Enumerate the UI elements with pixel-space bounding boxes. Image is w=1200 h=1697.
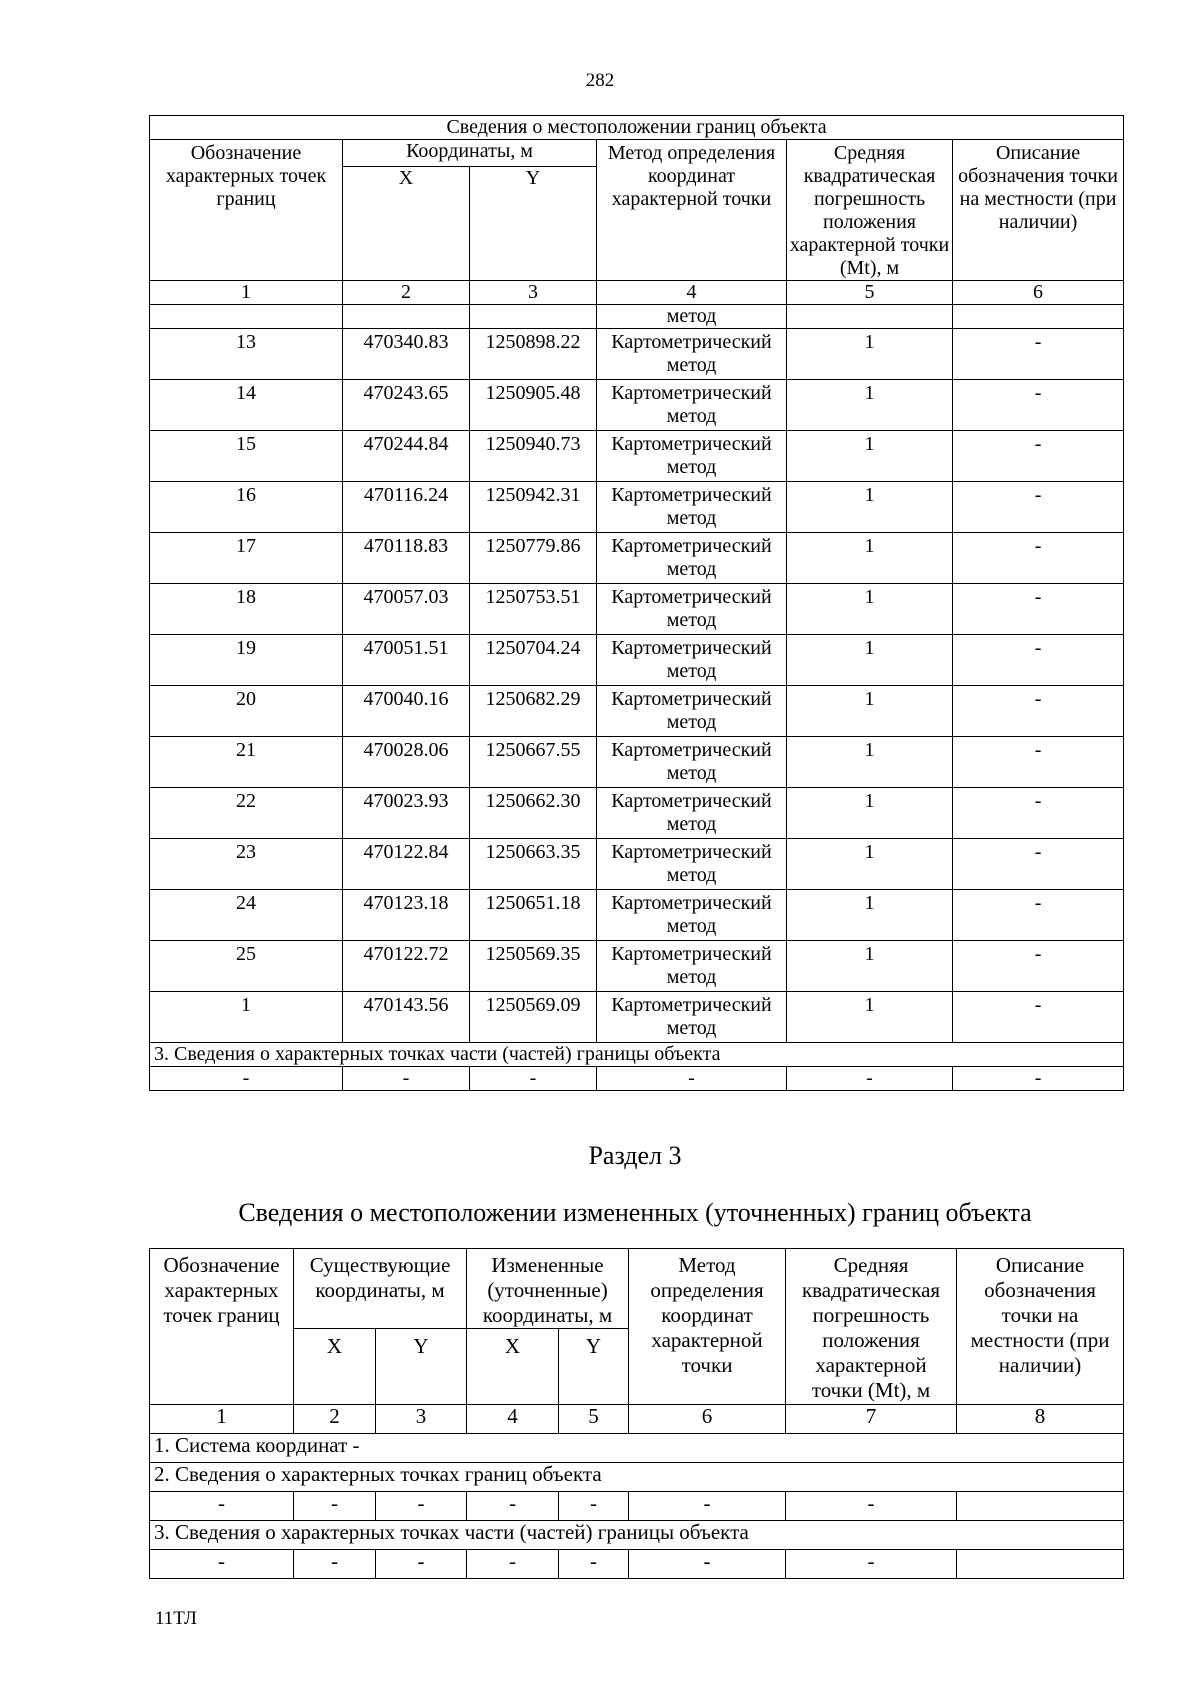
x-cell: 470340.83 xyxy=(343,329,470,380)
method-line: метод xyxy=(666,354,717,376)
boundary-cell xyxy=(957,1492,1124,1521)
y-cell: 1250704.24 xyxy=(470,635,597,686)
method-cell xyxy=(597,686,787,737)
method-cell xyxy=(597,788,787,839)
method-line: метод xyxy=(666,609,717,631)
col-number: 3 xyxy=(376,1405,467,1434)
header-method: Метод определения координат характерной точки xyxy=(629,1249,786,1405)
x-cell: 470116.24 xyxy=(343,482,470,533)
parts-cell: - xyxy=(150,1067,343,1091)
point-cell: 17 xyxy=(150,533,343,584)
method-line: метод xyxy=(666,660,717,682)
table-row xyxy=(150,431,1124,482)
table-row xyxy=(150,533,1124,584)
header-changed-x: X xyxy=(467,1329,559,1405)
boundary-heading-row xyxy=(150,1463,1124,1492)
description-cell: - xyxy=(953,992,1124,1043)
y-cell: 1250940.73 xyxy=(470,431,597,482)
parts-cell: - xyxy=(559,1550,629,1579)
y-cell: 1250663.35 xyxy=(470,839,597,890)
header-point-designation: Обозначение характерных точек границ xyxy=(150,1249,294,1405)
col-number: 7 xyxy=(786,1405,957,1434)
table-row xyxy=(150,380,1124,431)
header-mean-error: Средняя квадратическая погрешность положения характерной точки (Mt), м xyxy=(786,1249,957,1405)
col-number: 2 xyxy=(294,1405,376,1434)
description-cell: - xyxy=(953,482,1124,533)
y-cell: 1250651.18 xyxy=(470,890,597,941)
mt-cell: 1 xyxy=(787,431,953,482)
boundary-cell: - xyxy=(294,1492,376,1521)
x-cell: 470122.72 xyxy=(343,941,470,992)
point-cell: 24 xyxy=(150,890,343,941)
method-line: метод xyxy=(666,507,717,529)
col-number: 2 xyxy=(343,281,470,305)
method-line: Картометрический xyxy=(611,739,772,761)
y-cell: 1250682.29 xyxy=(470,686,597,737)
point-cell: 1 xyxy=(150,992,343,1043)
table-row xyxy=(150,329,1124,380)
x-cell: 470028.06 xyxy=(343,737,470,788)
boundary-cell: - xyxy=(150,1492,294,1521)
col-number: 5 xyxy=(559,1405,629,1434)
changed-boundary-table xyxy=(149,1248,1124,1579)
table-title: Сведения о местоположении границ объекта xyxy=(150,116,1124,140)
header-existing-coordinates: Существующие координаты, м xyxy=(294,1249,467,1329)
col-number: 6 xyxy=(629,1405,786,1434)
method-line: метод xyxy=(666,456,717,478)
parts-cell: - xyxy=(376,1550,467,1579)
method-line: метод xyxy=(666,864,717,886)
x-cell: 470118.83 xyxy=(343,533,470,584)
method-line: метод xyxy=(666,558,717,580)
y-cell: 1250667.55 xyxy=(470,737,597,788)
col-number: 8 xyxy=(957,1405,1124,1434)
method-cell xyxy=(597,533,787,584)
section-subtitle: Сведения о местоположении измененных (уточненных) границ объекта xyxy=(238,1198,1032,1227)
x-cell: 470244.84 xyxy=(343,431,470,482)
continuation-method: метод xyxy=(597,305,787,329)
method-cell xyxy=(597,890,787,941)
header-changed-coordinates: Измененные (уточненные) координаты, м xyxy=(467,1249,629,1329)
table-row xyxy=(150,839,1124,890)
x-cell: 470057.03 xyxy=(343,584,470,635)
method-line: метод xyxy=(666,405,717,427)
section-title: Раздел 3 xyxy=(588,1141,682,1170)
method-line: Картометрический xyxy=(611,637,772,659)
column-numbers-row xyxy=(150,1405,1124,1434)
mt-cell: 1 xyxy=(787,329,953,380)
col-number: 3 xyxy=(470,281,597,305)
mt-cell: 1 xyxy=(787,737,953,788)
method-cell xyxy=(597,482,787,533)
method-line: метод xyxy=(666,1017,717,1039)
x-cell: 470040.16 xyxy=(343,686,470,737)
method-line: Картометрический xyxy=(611,688,772,710)
table-title-row xyxy=(150,116,1124,140)
x-cell: 470122.84 xyxy=(343,839,470,890)
method-line: Картометрический xyxy=(611,943,772,965)
mt-cell: 1 xyxy=(787,941,953,992)
col-number: 5 xyxy=(787,281,953,305)
parts-heading-row xyxy=(150,1521,1124,1550)
method-line: Картометрический xyxy=(611,994,772,1016)
table-row xyxy=(150,482,1124,533)
col-number: 1 xyxy=(150,1405,294,1434)
description-cell: - xyxy=(953,431,1124,482)
description-cell: - xyxy=(953,839,1124,890)
table-row xyxy=(150,584,1124,635)
boundary-cell: - xyxy=(376,1492,467,1521)
parts-cell: - xyxy=(629,1550,786,1579)
method-line: метод xyxy=(666,762,717,784)
parts-cell: - xyxy=(787,1067,953,1091)
method-line: Картометрический xyxy=(611,841,772,863)
point-cell: 13 xyxy=(150,329,343,380)
parts-cell: - xyxy=(470,1067,597,1091)
boundary-cell: - xyxy=(467,1492,559,1521)
header-row xyxy=(150,1249,1124,1329)
header-existing-x: X xyxy=(294,1329,376,1405)
description-cell: - xyxy=(953,329,1124,380)
point-cell: 25 xyxy=(150,941,343,992)
y-cell: 1250898.22 xyxy=(470,329,597,380)
table-row xyxy=(150,992,1124,1043)
header-existing-y: Y xyxy=(376,1329,467,1405)
header-x: X xyxy=(343,167,470,281)
header-changed-y: Y xyxy=(559,1329,629,1405)
parts-heading-row xyxy=(150,1043,1124,1067)
mt-cell: 1 xyxy=(787,380,953,431)
parts-cell: - xyxy=(150,1550,294,1579)
col-number: 6 xyxy=(953,281,1124,305)
header-description: Описание обозначения точки на местности (при наличии) xyxy=(957,1249,1124,1405)
method-line: Картометрический xyxy=(611,535,772,557)
parts-cell xyxy=(957,1550,1124,1579)
x-cell: 470023.93 xyxy=(343,788,470,839)
y-cell: 1250753.51 xyxy=(470,584,597,635)
method-cell xyxy=(597,584,787,635)
description-cell: - xyxy=(953,788,1124,839)
point-cell: 14 xyxy=(150,380,343,431)
method-line: Картометрический xyxy=(611,790,772,812)
parts-cell: - xyxy=(294,1550,376,1579)
col-number: 1 xyxy=(150,281,343,305)
mt-cell: 1 xyxy=(787,584,953,635)
mt-cell: 1 xyxy=(787,482,953,533)
continuation-row xyxy=(150,305,1124,329)
point-cell: 21 xyxy=(150,737,343,788)
mt-cell: 1 xyxy=(787,992,953,1043)
boundary-cell: - xyxy=(629,1492,786,1521)
header-point-designation: Обозначение характерных точек границ xyxy=(150,140,343,281)
table-row xyxy=(150,635,1124,686)
description-cell: - xyxy=(953,380,1124,431)
table-row xyxy=(150,737,1124,788)
coordinate-system: 1. Система координат - xyxy=(150,1434,1124,1463)
boundary-table xyxy=(149,115,1124,1091)
x-cell: 470243.65 xyxy=(343,380,470,431)
method-line: метод xyxy=(666,915,717,937)
header-y: Y xyxy=(470,167,597,281)
page-number: 282 xyxy=(585,70,615,91)
description-cell: - xyxy=(953,890,1124,941)
header-description: Описание обозначения точки на местности (при наличии) xyxy=(953,140,1124,281)
table-row xyxy=(150,941,1124,992)
mt-cell: 1 xyxy=(787,686,953,737)
point-cell: 15 xyxy=(150,431,343,482)
description-cell: - xyxy=(953,533,1124,584)
description-cell: - xyxy=(953,737,1124,788)
description-cell: - xyxy=(953,584,1124,635)
point-cell: 20 xyxy=(150,686,343,737)
table-body xyxy=(150,329,1124,1043)
method-cell xyxy=(597,941,787,992)
point-cell: 22 xyxy=(150,788,343,839)
y-cell: 1250569.09 xyxy=(470,992,597,1043)
method-cell xyxy=(597,329,787,380)
y-cell: 1250662.30 xyxy=(470,788,597,839)
column-numbers-row xyxy=(150,281,1124,305)
boundary-cell: - xyxy=(786,1492,957,1521)
method-cell xyxy=(597,992,787,1043)
header-row xyxy=(150,140,1124,167)
empty-cell xyxy=(150,305,343,329)
method-line: Картометрический xyxy=(611,433,772,455)
empty-cell xyxy=(470,305,597,329)
mt-cell: 1 xyxy=(787,839,953,890)
method-line: Картометрический xyxy=(611,331,772,353)
boundary-row xyxy=(150,1492,1124,1521)
description-cell: - xyxy=(953,941,1124,992)
col-number: 4 xyxy=(597,281,787,305)
method-line: метод xyxy=(666,711,717,733)
boundary-heading: 2. Сведения о характерных точках границ объекта xyxy=(150,1463,1124,1492)
header-coordinates: Координаты, м xyxy=(343,140,597,167)
table-row xyxy=(150,686,1124,737)
mt-cell: 1 xyxy=(787,890,953,941)
x-cell: 470143.56 xyxy=(343,992,470,1043)
y-cell: 1250942.31 xyxy=(470,482,597,533)
method-cell xyxy=(597,431,787,482)
point-cell: 18 xyxy=(150,584,343,635)
table-row xyxy=(150,890,1124,941)
method-cell xyxy=(597,839,787,890)
y-cell: 1250905.48 xyxy=(470,380,597,431)
y-cell: 1250779.86 xyxy=(470,533,597,584)
parts-heading: 3. Сведения о характерных точках части (частей) границы объекта xyxy=(150,1043,1124,1067)
footer-code: 11ТЛ xyxy=(155,1608,197,1629)
method-line: метод xyxy=(666,966,717,988)
boundary-cell: - xyxy=(559,1492,629,1521)
parts-cell: - xyxy=(597,1067,787,1091)
point-cell: 23 xyxy=(150,839,343,890)
parts-cell: - xyxy=(467,1550,559,1579)
method-line: Картометрический xyxy=(611,586,772,608)
header-method: Метод определения координат характерной точки xyxy=(597,140,787,281)
empty-cell xyxy=(787,305,953,329)
empty-cell xyxy=(343,305,470,329)
parts-cell: - xyxy=(786,1550,957,1579)
point-cell: 19 xyxy=(150,635,343,686)
parts-heading: 3. Сведения о характерных точках части (частей) границы объекта xyxy=(150,1521,1124,1550)
parts-cell: - xyxy=(953,1067,1124,1091)
parts-row xyxy=(150,1067,1124,1091)
mt-cell: 1 xyxy=(787,788,953,839)
y-cell: 1250569.35 xyxy=(470,941,597,992)
coordinate-system-row xyxy=(150,1434,1124,1463)
table-row xyxy=(150,788,1124,839)
mt-cell: 1 xyxy=(787,635,953,686)
point-cell: 16 xyxy=(150,482,343,533)
method-line: Картометрический xyxy=(611,484,772,506)
method-line: Картометрический xyxy=(611,382,772,404)
parts-row xyxy=(150,1550,1124,1579)
method-cell xyxy=(597,380,787,431)
header-mean-error: Средняя квадратическая погрешность положения характерной точки (Mt), м xyxy=(787,140,953,281)
x-cell: 470123.18 xyxy=(343,890,470,941)
method-line: метод xyxy=(666,813,717,835)
col-number: 4 xyxy=(467,1405,559,1434)
method-cell xyxy=(597,737,787,788)
description-cell: - xyxy=(953,686,1124,737)
parts-cell: - xyxy=(343,1067,470,1091)
x-cell: 470051.51 xyxy=(343,635,470,686)
method-line: Картометрический xyxy=(611,892,772,914)
mt-cell: 1 xyxy=(787,533,953,584)
empty-cell xyxy=(953,305,1124,329)
description-cell: - xyxy=(953,635,1124,686)
method-cell xyxy=(597,635,787,686)
